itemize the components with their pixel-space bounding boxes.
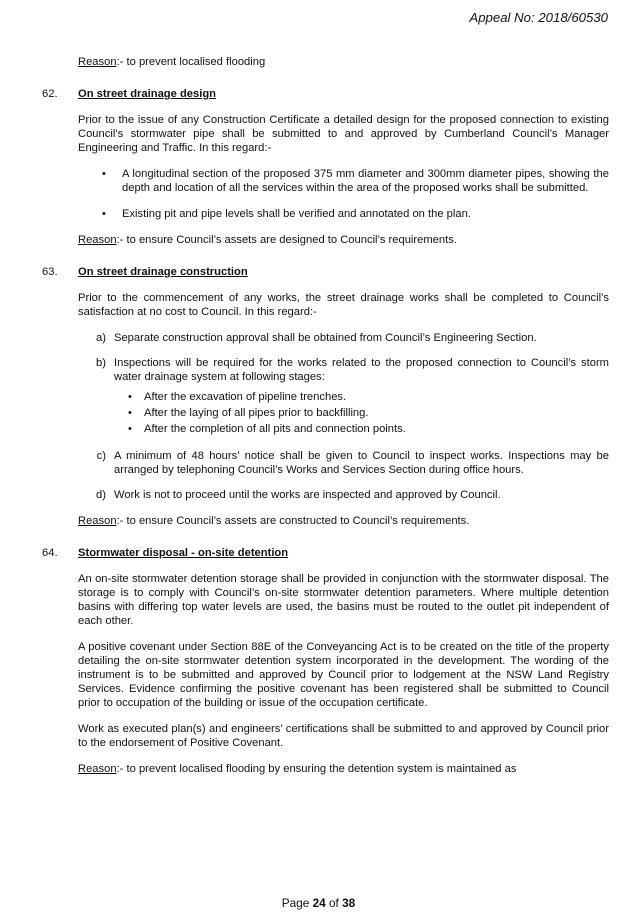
of-word: of	[329, 896, 339, 910]
page-word: Page	[281, 896, 310, 910]
section-number: 63.	[42, 266, 58, 278]
list-item: • A longitudinal section of the proposed 375 mm diameter and 300mm diameter pipes, showing the depth and location of all the services within the area of the proposed works shall be submitted.	[78, 167, 609, 195]
section-63-body	[78, 291, 609, 528]
list-item: • After the laying of all pipes prior to backfilling.	[114, 406, 609, 420]
reason-label: Reason	[78, 56, 117, 68]
section-title: On street drainage design	[78, 88, 217, 100]
paragraph: An on-site stormwater detention storage shall be provided in conjunction with the stormwater disposal. The storage is to comply with Council’s on-site stormwater detention parameters. Where multiple detention basins with differing top water levels are used, the basins must be routed to the outlet pit independent of each other.	[78, 573, 609, 627]
reason-label: Reason	[78, 763, 117, 775]
section-number: 62.	[42, 88, 58, 100]
list-item	[78, 331, 609, 345]
section-64-body	[78, 572, 609, 776]
item-text: Separate construction approval shall be obtained from Council’s Engineering Section.	[114, 332, 537, 344]
list-item	[78, 488, 609, 502]
item-marker: d)	[96, 489, 106, 501]
section-62-body	[78, 113, 609, 247]
reason-text: :- to ensure Council’s assets are constructed to Council’s requirements.	[116, 515, 470, 527]
reason	[78, 514, 609, 528]
reason-text: :- to prevent localised flooding by ensuring the detention system is maintained as	[116, 763, 517, 775]
reason-text: :- to ensure Council’s assets are designed to Council’s requirements.	[116, 234, 457, 246]
list-item: • After the completion of all pits and connection points.	[114, 422, 609, 436]
paragraph: Prior to the commencement of any works, the street drainage works shall be completed to Council’s satisfaction at no cost to Council. In this regard:-	[78, 292, 609, 318]
item-marker: b)	[96, 357, 106, 369]
reason	[78, 762, 609, 776]
section-64-heading	[42, 546, 609, 560]
list-item	[78, 356, 609, 438]
lettered-list	[78, 331, 609, 502]
page-number: 24	[312, 896, 326, 910]
section-title: Stormwater disposal - on-site detention	[78, 547, 289, 559]
section-63-heading	[42, 265, 609, 279]
item-body	[114, 356, 609, 438]
reason-label: Reason	[78, 234, 117, 246]
item-marker: c)	[96, 450, 106, 462]
paragraph: A positive covenant under Section 88E of the Conveyancing Act is to be created on the title of the property detailing the on-site stormwater detention system incorporated in the development. The wording of the instrument is to be submitted and approved by Council prior to lodgement at the NSW Land Registry Services. Evidence confirming the positive covenant has been registered shall be submitted to Council prior to occupation of the building or issue of the occupation certificate.	[78, 641, 609, 709]
item-text: Work is not to proceed until the works are inspected and approved by Council.	[114, 489, 501, 501]
reason-text: :- to prevent localised flooding	[116, 56, 266, 68]
bullet-list	[78, 167, 609, 221]
list-item: • Existing pit and pipe levels shall be verified and annotated on the plan.	[78, 207, 609, 221]
document-body	[42, 55, 609, 788]
page-total: 38	[342, 896, 356, 910]
item-marker: a)	[96, 332, 106, 344]
item-text: A minimum of 48 hours’ notice shall be given to Council to inspect works. Inspections may be arranged by telephoning Council’s Works and Services Section during office hours.	[114, 450, 609, 476]
item-text: Inspections will be required for the works related to the proposed connection to Council’s storm water drainage system at following stages:	[114, 357, 609, 383]
reason-label: Reason	[78, 515, 117, 527]
stage-list	[114, 390, 609, 436]
intro-reason	[78, 55, 609, 69]
section-62-heading	[42, 87, 609, 101]
paragraph: Work as executed plan(s) and engineers’ certifications shall be submitted to and approved by Council prior to the endorsement of Positive Covenant.	[78, 723, 609, 749]
paragraph: Prior to the issue of any Construction Certificate a detailed design for the proposed connection to existing Council’s stormwater pipe shall be submitted to and approved by Cumberland Council’s Manager Engineering and Traffic. In this regard:-	[78, 114, 609, 154]
reason	[78, 233, 609, 247]
section-number: 64.	[42, 547, 58, 559]
list-item	[78, 449, 609, 477]
page-footer	[0, 896, 637, 910]
section-title: On street drainage construction	[78, 266, 248, 278]
list-item: • After the excavation of pipeline trenches.	[114, 390, 609, 404]
appeal-number: Appeal No: 2018/60530	[469, 10, 608, 25]
